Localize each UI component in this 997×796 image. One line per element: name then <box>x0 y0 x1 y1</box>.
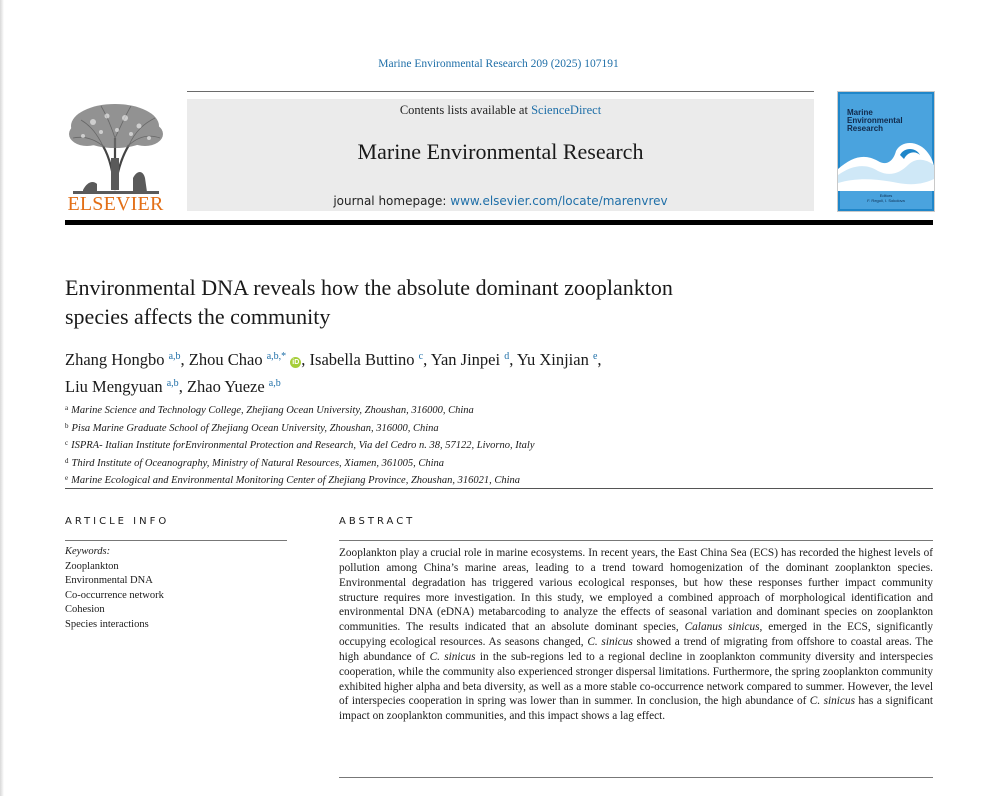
journal-title: Marine Environmental Research <box>357 139 644 164</box>
article-title-line: Environmental DNA reveals how the absolute dominant zooplankton <box>65 275 673 300</box>
affiliation <box>65 436 925 454</box>
abstract-body <box>339 546 933 724</box>
author-name[interactable]: Zhang Hongbo <box>65 350 165 369</box>
article-title <box>65 273 825 331</box>
author-name[interactable]: Zhou Chao <box>188 350 263 369</box>
author-affil-marker[interactable]: a,b <box>168 351 181 362</box>
abstract-rule <box>339 540 933 541</box>
section-divider <box>65 488 933 489</box>
contents-available-line <box>187 103 814 118</box>
author-affil-marker[interactable]: e <box>592 351 598 362</box>
affiliation <box>65 419 925 437</box>
abstract-heading: ABSTRACT <box>339 516 416 527</box>
article-info-heading: ARTICLE INFO <box>65 516 170 527</box>
cover-title-line: Environmental <box>847 116 903 125</box>
species-name: C. sinicus <box>809 695 855 708</box>
contents-prefix: Contents lists available at <box>399 103 532 117</box>
affiliation-marker: c <box>65 439 69 448</box>
author-name[interactable]: Liu Mengyuan <box>65 377 163 396</box>
abstract-text: , emerged in the ECS, significantly occupying ecological resources. As seasons changed, <box>339 621 933 649</box>
author-affil-marker[interactable]: d <box>504 351 510 362</box>
affiliation-list <box>65 401 925 489</box>
author-affil-marker[interactable]: a,b <box>166 378 179 389</box>
cover-wave-icon <box>838 139 934 191</box>
affiliation-text: Pisa Marine Graduate School of Zhejiang Ocean University, Zhoushan, 316000, China <box>71 422 439 434</box>
keyword: Cohesion <box>65 604 105 615</box>
journal-citation[interactable]: Marine Environmental Research 209 (2025) 107191 <box>378 58 619 70</box>
article-info-rule <box>65 540 287 541</box>
species-name: C. sinicus <box>429 650 476 663</box>
author-name[interactable]: Yu Xinjian <box>516 350 589 369</box>
author-separator: , <box>509 350 517 369</box>
article-title-line: species affects the community <box>65 304 331 329</box>
header-top-rule <box>187 91 814 92</box>
author-affil-marker[interactable]: a,b,* <box>266 351 287 362</box>
affiliation-marker: d <box>65 456 69 465</box>
abstract-text: has a significant impact on zooplankton communities, and this impact shows a lag effect. <box>339 695 934 723</box>
cover-editors-label: Editors <box>879 193 893 198</box>
elsevier-wordmark[interactable]: ELSEVIER <box>67 193 164 215</box>
journal-cover[interactable] <box>837 91 935 212</box>
author-list <box>65 345 825 399</box>
cover-title <box>847 109 903 133</box>
journal-homepage-line <box>187 194 814 208</box>
header-thick-rule <box>65 220 933 225</box>
author-separator: , <box>423 350 431 369</box>
author-separator: , <box>180 350 189 369</box>
abstract-bottom-rule <box>339 777 933 778</box>
affiliation <box>65 471 925 489</box>
author-name[interactable]: Yan Jinpei <box>430 350 501 369</box>
author-separator: , <box>301 350 310 369</box>
keyword: Co-occurrence network <box>65 589 164 601</box>
affiliation-text: ISPRA- Italian Institute forEnvironmental Protection and Research, Via del Cedro n. 38, 57122, Livorno, Italy <box>71 440 535 452</box>
cover-editors-names: F. Regoli, I. Sokolova <box>867 198 905 203</box>
affiliation-marker: e <box>65 474 69 483</box>
cover-title-line: Marine <box>847 108 873 117</box>
journal-homepage-link[interactable]: www.elsevier.com/locate/marenvrev <box>450 194 668 208</box>
author-affil-marker[interactable]: c <box>418 351 424 362</box>
abstract-text: Zooplankton play a crucial role in marine ecosystems. In recent years, the East China Sea (ECS) has recorded the highest levels of pollution among China’s marine areas, leading to a trend toward homogenization of the dominant zooplankton species. Environmental degradation has triggered various ecological responses, but how these responses further impact community structure requires more investigation. In this study, we employed a combined approach of morphological identification and environmental DNA (eDNA) metabarcoding to analyze the effects of seasonal variation and dominant species on zooplankton communities. The results indicated that an absolute dominant species, <box>339 547 933 634</box>
author-name[interactable]: Zhao Yueze <box>186 377 265 396</box>
author-separator: , <box>597 350 602 369</box>
abstract-text: showed a trend of migrating from offshore to coastal areas. The high abundance of <box>339 636 933 663</box>
author-separator: , <box>178 377 187 396</box>
cover-title-line: Research <box>847 124 884 133</box>
orcid-icon[interactable]: iD <box>292 359 300 366</box>
species-name: C. sinicus <box>587 636 633 649</box>
journal-header-box <box>187 99 814 211</box>
species-name: Calanus sinicus <box>684 621 760 634</box>
affiliation-marker: a <box>65 404 69 412</box>
keywords-block <box>65 545 287 632</box>
affiliation-marker: b <box>65 421 69 430</box>
affiliation-text: Third Institute of Oceanography, Ministry of Natural Resources, Xiamen, 361005, China <box>71 457 445 469</box>
sciencedirect-link[interactable]: ScienceDirect <box>531 103 602 117</box>
affiliation-text: Marine Science and Technology College, Zhejiang Ocean University, Zhoushan, 316000, China <box>71 405 474 416</box>
keyword: Zooplankton <box>65 560 119 572</box>
homepage-prefix: journal homepage: <box>333 194 451 208</box>
cover-editors <box>838 193 934 203</box>
affiliation <box>65 454 925 472</box>
affiliation-text: Marine Ecological and Environmental Monitoring Center of Zhejiang Province, Zhoushan, 316021, China <box>71 475 521 487</box>
page-shadow <box>0 0 4 796</box>
keywords-label: Keywords: <box>65 546 111 557</box>
keyword: Species interactions <box>65 618 149 630</box>
abstract-text: in the sub-regions led to a regional decline in zooplankton community diversity and interspecies cooperation, while the community also experienced stronger dispersal limitations. Furthermore, the spring zooplankton community exhibited higher alpha and beta diversity, as well as a more stable co-occurrence network compared to summer. However, the level of interspecies cooperation in spring was lower than in summer. In conclusion, the high abundance of <box>339 650 933 708</box>
author-affil-marker[interactable]: a,b <box>268 378 281 389</box>
affiliation <box>65 401 925 419</box>
keyword: Environmental DNA <box>65 575 153 586</box>
author-name[interactable]: Isabella Buttino <box>309 350 415 369</box>
